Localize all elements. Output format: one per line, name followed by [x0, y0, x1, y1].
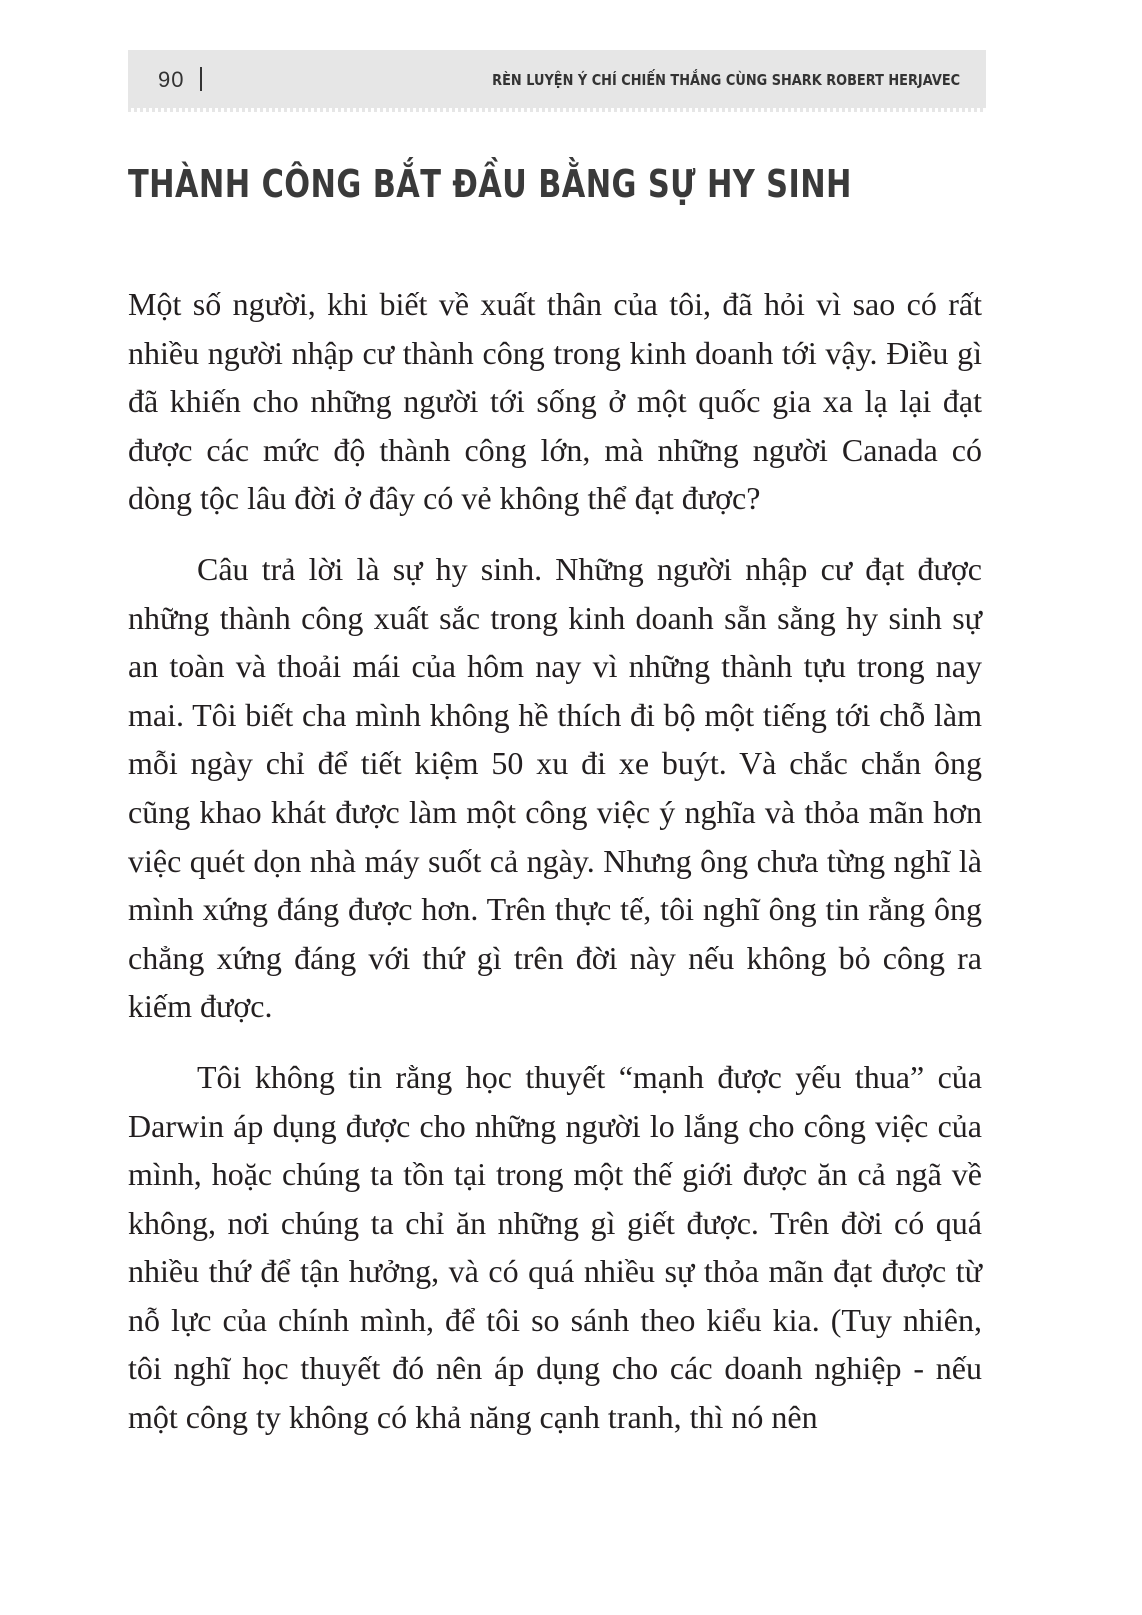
paragraph-3: Tôi không tin rằng học thuyết “mạnh được yếu thua” của Darwin áp dụng được cho những người lo lắng cho công việc của mình, hoặc chúng ta tồn tại trong một thế giới được ăn cả ngã về không, nơi chúng ta chỉ ăn những gì giết được. Trên đời có quá nhiều thứ để tận hưởng, và có quá nhiều sự thỏa mãn đạt được từ nỗ lực của chính mình, để tôi so sánh theo kiểu kia. (Tuy nhiên, tôi nghĩ học thuyết đó nên áp dụng cho các doanh nghiệp - nếu một công ty không có khả năng cạnh tranh, thì nó nên	[128, 1058, 982, 1436]
running-header	[128, 50, 986, 108]
chapter-heading: THÀNH CÔNG BẮT ĐẦU BẰNG SỰ HY SINH	[128, 162, 852, 206]
paragraph-2: Câu trả lời là sự hy sinh. Những người nhập cư đạt được những thành công xuất sắc trong kinh doanh sẵn sằng hy sinh sự an toàn và thoải mái của hôm nay vì những thành tựu trong nay mai. Tôi biết cha mình không hề thích đi bộ một tiếng tới chỗ làm mỗi ngày chỉ để tiết kiệm 50 xu đi xe buýt. Và chắc chắn ông cũng khao khát được làm một công việc ý nghĩa và thỏa mãn hơn việc quét dọn nhà máy suốt cả ngày. Nhưng ông chưa từng nghĩ là mình xứng đáng được hơn. Trên thực tế, tôi nghĩ ông tin rằng ông chẳng xứng đáng với thứ gì trên đời này nếu không bỏ công ra kiếm được.	[128, 550, 982, 1025]
running-title: RÈN LUYỆN Ý CHÍ CHIẾN THẮNG CÙNG SHARK ROBERT HERJAVEC	[492, 71, 960, 89]
page-number: 90	[158, 67, 185, 92]
header-divider	[200, 67, 202, 91]
paragraph-1: Một số người, khi biết về xuất thân của tôi, đã hỏi vì sao có rất nhiều người nhập cư thành công trong kinh doanh tới vậy. Điều gì đã khiến cho những người tới sống ở một quốc gia xa lạ lại đạt được các mức độ thành công lớn, mà những người Canada có dòng tộc lâu đời ở đây có vẻ không thể đạt được?	[128, 286, 982, 517]
body-text	[128, 280, 982, 1464]
